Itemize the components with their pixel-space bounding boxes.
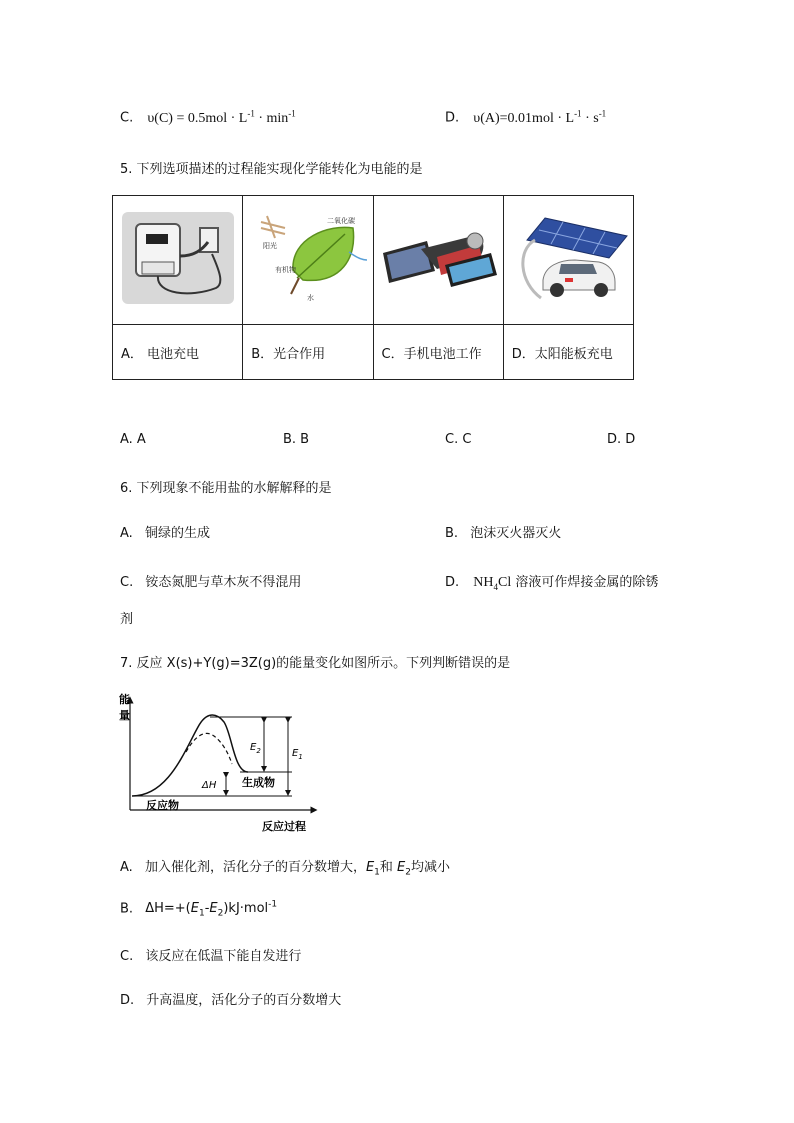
charger-image	[113, 196, 243, 325]
rate-expression: $\upsilon(A)=0.01mol \cdot L^{-1} \cdot s^{-1}$	[473, 108, 607, 126]
option-text: 泡沫灭火器灭火	[470, 526, 562, 541]
option-letter: D.	[445, 110, 460, 126]
phone-battery-image	[373, 196, 503, 325]
sunlight-label: 阳光	[262, 242, 277, 250]
q4-option-d	[445, 108, 606, 127]
y-label-2: 量	[119, 709, 130, 722]
e2-label: $E_2$	[250, 742, 261, 755]
photosynthesis-image	[243, 196, 373, 325]
q6-option-d	[445, 571, 658, 592]
option-letter: A.	[120, 526, 133, 541]
option-letter: B.	[120, 901, 134, 917]
q5-choice-c: C. C	[445, 432, 472, 447]
option-text: 铵态氮肥与草木灰不得混用	[145, 575, 302, 590]
cell-label: C．手机电池工作	[373, 325, 503, 380]
organic-label: 有机物	[274, 266, 296, 274]
q5-choice-b: B. B	[283, 432, 310, 447]
nh4cl-formula: $NH_4Cl$	[473, 575, 512, 592]
cell-label: A． 电池充电	[113, 325, 243, 380]
water-label: 水	[306, 294, 314, 302]
q5-image-table	[112, 195, 634, 380]
option-letter: C.	[120, 575, 134, 590]
option-letter: A.	[120, 860, 133, 875]
q6-stem: 6. 下列现象不能用盐的水解解释的是	[120, 481, 332, 496]
option-text: 加入催化剂，活化分子的百分数增大，$E_1$和 $E_2$均减小	[144, 860, 451, 878]
option-text: 铜绿的生成	[144, 526, 210, 541]
option-text: 溶液可作焊接金属的除锈	[511, 575, 659, 590]
cell-label: B．光合作用	[243, 325, 373, 380]
q5-choice-a: A. A	[120, 432, 146, 447]
e1-label: $E_1$	[292, 748, 303, 761]
co2-label: 二氧化碳	[326, 217, 355, 225]
uncatalyzed-curve	[132, 715, 248, 796]
option-text: 该反应在低温下能自发进行	[145, 949, 302, 964]
q7-option-d	[120, 989, 341, 1008]
q6-option-a	[120, 522, 210, 541]
rate-expression: $\upsilon(C) = 0.5mol \cdot L^{-1} \cdot \min^{-1}$	[147, 108, 296, 126]
q7-stem: 7. 反应 X(s)+Y(g)=3Z(g)的能量变化如图所示。下列判断错误的是	[120, 656, 511, 671]
y-label-1: 能	[119, 693, 130, 706]
cell-label: D．太阳能板充电	[503, 325, 633, 380]
solar-panel-car-image	[503, 196, 633, 325]
q6-option-b	[445, 522, 561, 541]
q6-option-d-wrap: 剂	[120, 612, 134, 627]
q7-option-a	[120, 856, 450, 878]
option-letter: D.	[445, 575, 460, 590]
reactant-label: 反应物	[146, 799, 179, 812]
option-letter: C.	[120, 110, 134, 126]
option-letter: B.	[445, 526, 459, 541]
q7-option-b	[120, 900, 277, 919]
q6-option-c	[120, 571, 301, 590]
option-letter: C.	[120, 949, 134, 964]
option-text: $\Delta H=+(E_1-E_2)kJ\cdot mol^{-1}$	[145, 900, 278, 919]
delta-h-label: ΔH	[202, 780, 217, 791]
energy-diagram	[118, 692, 328, 837]
q5-choice-d: D. D	[607, 432, 636, 447]
option-letter: D.	[120, 993, 135, 1008]
x-label: 反应过程	[262, 820, 306, 833]
q4-option-c	[120, 108, 296, 127]
option-text: 升高温度，活化分子的百分数增大	[146, 993, 342, 1008]
q7-option-c	[120, 945, 301, 964]
product-label: 生成物	[242, 776, 275, 789]
q5-stem: 5. 下列选项描述的过程能实现化学能转化为电能的是	[120, 162, 423, 177]
